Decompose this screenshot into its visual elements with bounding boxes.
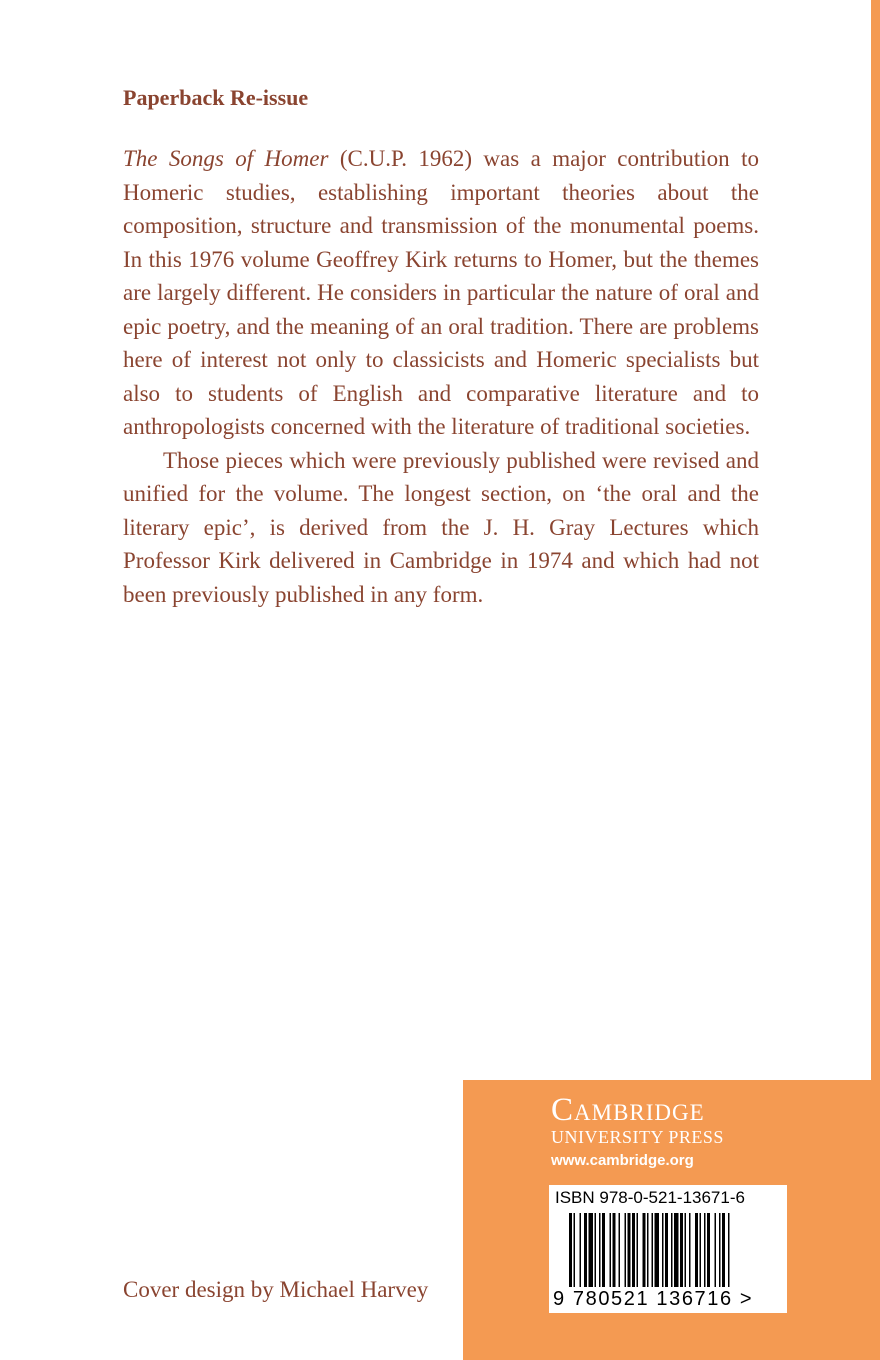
barcode-bar bbox=[695, 1213, 698, 1287]
blurb-text bbox=[123, 142, 759, 611]
blurb-paragraph-1 bbox=[123, 142, 759, 444]
barcode-bar bbox=[580, 1213, 582, 1287]
barcode-bar bbox=[610, 1213, 612, 1287]
publisher-block bbox=[463, 1080, 880, 1360]
barcode-bar bbox=[685, 1213, 687, 1287]
barcode-bar bbox=[722, 1213, 725, 1287]
publisher-name: Cambridge bbox=[551, 1092, 705, 1128]
barcode-digits: 9 780521 136716 > bbox=[553, 1288, 754, 1310]
barcode-bar bbox=[665, 1213, 668, 1287]
barcode-bar bbox=[569, 1213, 572, 1287]
book-title-italic: The Songs of Homer bbox=[123, 146, 329, 171]
isbn-label: ISBN 978-0-521-13671-6 bbox=[555, 1188, 745, 1207]
barcode-bar bbox=[599, 1213, 601, 1287]
barcode-bar bbox=[671, 1213, 673, 1287]
barcode-bar bbox=[619, 1213, 621, 1287]
barcode-bar bbox=[643, 1213, 646, 1287]
barcode-bar bbox=[613, 1213, 616, 1287]
barcode-bar bbox=[719, 1213, 721, 1287]
barcode-bar bbox=[700, 1213, 702, 1287]
barcode-bar bbox=[715, 1213, 717, 1287]
barcode-bar bbox=[589, 1213, 594, 1287]
blurb-paragraph-1-text: (C.U.P. 1962) was a major contribution to Homeric studies, establishing important theories about the composition, structure and transmission of the monumental poems. In this 1976 volume Geoffrey Kirk returns to Homer, but the themes are largely different. He considers in particular the nature of oral and epic poetry, and the meaning of an oral tradition. There are problems here of interest not only to classicists and Homeric specialists but also to students of English and comparative literature and to anthropologists concerned with the literature of traditional societies. bbox=[123, 146, 759, 439]
barcode-bar bbox=[655, 1213, 660, 1287]
barcode-bar bbox=[704, 1213, 706, 1287]
publisher-subtitle: UNIVERSITY PRESS bbox=[551, 1127, 724, 1147]
barcode-bar bbox=[625, 1213, 627, 1287]
publisher-url[interactable]: www.cambridge.org bbox=[551, 1152, 694, 1169]
section-heading: Paperback Re-issue bbox=[123, 85, 309, 110]
barcode-bar bbox=[632, 1213, 635, 1287]
barcode-bar bbox=[728, 1213, 730, 1287]
barcode-box bbox=[549, 1185, 787, 1313]
barcode-bar bbox=[602, 1213, 605, 1287]
barcode-bar bbox=[584, 1213, 587, 1287]
barcode-bar bbox=[680, 1213, 683, 1287]
barcode-bar bbox=[689, 1213, 691, 1287]
barcode-bar bbox=[628, 1213, 631, 1287]
barcode-bar bbox=[595, 1213, 597, 1287]
barcode-bar bbox=[707, 1213, 710, 1287]
barcode-bar bbox=[674, 1213, 679, 1287]
barcode-bar bbox=[647, 1213, 649, 1287]
cover-design-credit: Cover design by Michael Harvey bbox=[123, 1277, 429, 1302]
barcode-bar bbox=[637, 1213, 639, 1287]
barcode-bar bbox=[662, 1213, 664, 1287]
barcode-bar bbox=[574, 1213, 576, 1287]
barcode-bar bbox=[652, 1213, 654, 1287]
blurb-paragraph-2: Those pieces which were previously published were revised and unified for the volume. The longest section, on ‘the oral and the literary epic’, is derived from the J. H. Gray Lectures which Professor Kirk delivered in Cambridge in 1974 and which had not been previously published in any form. bbox=[123, 447, 759, 607]
